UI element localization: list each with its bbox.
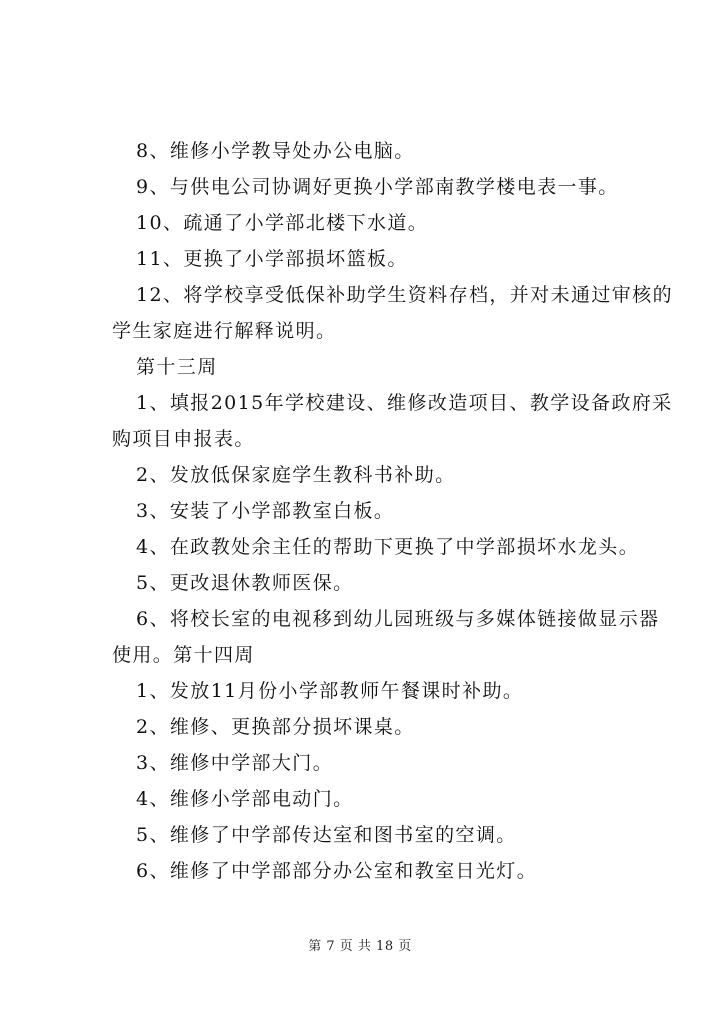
page-number-footer: 第 7 页 共 18 页 [308, 939, 412, 954]
text-line: 3、维修中学部大门。 [136, 752, 334, 774]
text-line: 5、更改退休教师医保。 [136, 572, 354, 594]
text-line: 6、将校长室的电视移到幼儿园班级与多媒体链接做显示器 [136, 608, 660, 630]
text-line: 9、与供电公司协调好更换小学部南教学楼电表一事。 [136, 176, 619, 198]
text-line: 10、疏通了小学部北楼下水道。 [136, 212, 429, 234]
text-line: 4、在政教处余主任的帮助下更换了中学部损坏水龙头。 [136, 536, 640, 558]
text-line: 2、维修、更换部分损坏课桌。 [136, 716, 415, 738]
section-heading: 第十三周 [136, 356, 218, 378]
text-line: 1、发放11月份小学部教师午餐课时补助。 [136, 680, 524, 702]
text-line: 3、安装了小学部教室白板。 [136, 500, 395, 522]
text-line: 4、维修小学部电动门。 [136, 788, 354, 810]
text-line: 购项目申报表。 [112, 428, 255, 450]
text-line: 12、将学校享受低保补助学生资料存档，并对未通过审核的 [136, 284, 673, 306]
text-line: 1、填报2015年学校建设、维修改造项目、教学设备政府采 [136, 392, 673, 414]
text-line: 8、维修小学教导处办公电脑。 [136, 140, 415, 162]
text-line: 学生家庭进行解释说明。 [112, 320, 337, 342]
text-line: 2、发放低保家庭学生教科书补助。 [136, 464, 456, 486]
text-line: 6、维修了中学部部分办公室和教室日光灯。 [136, 860, 538, 882]
text-line: 使用。第十四周 [112, 644, 255, 666]
text-line: 5、维修了中学部传达室和图书室的空调。 [136, 824, 517, 846]
text-line: 11、更换了小学部损坏篮板。 [136, 248, 408, 270]
